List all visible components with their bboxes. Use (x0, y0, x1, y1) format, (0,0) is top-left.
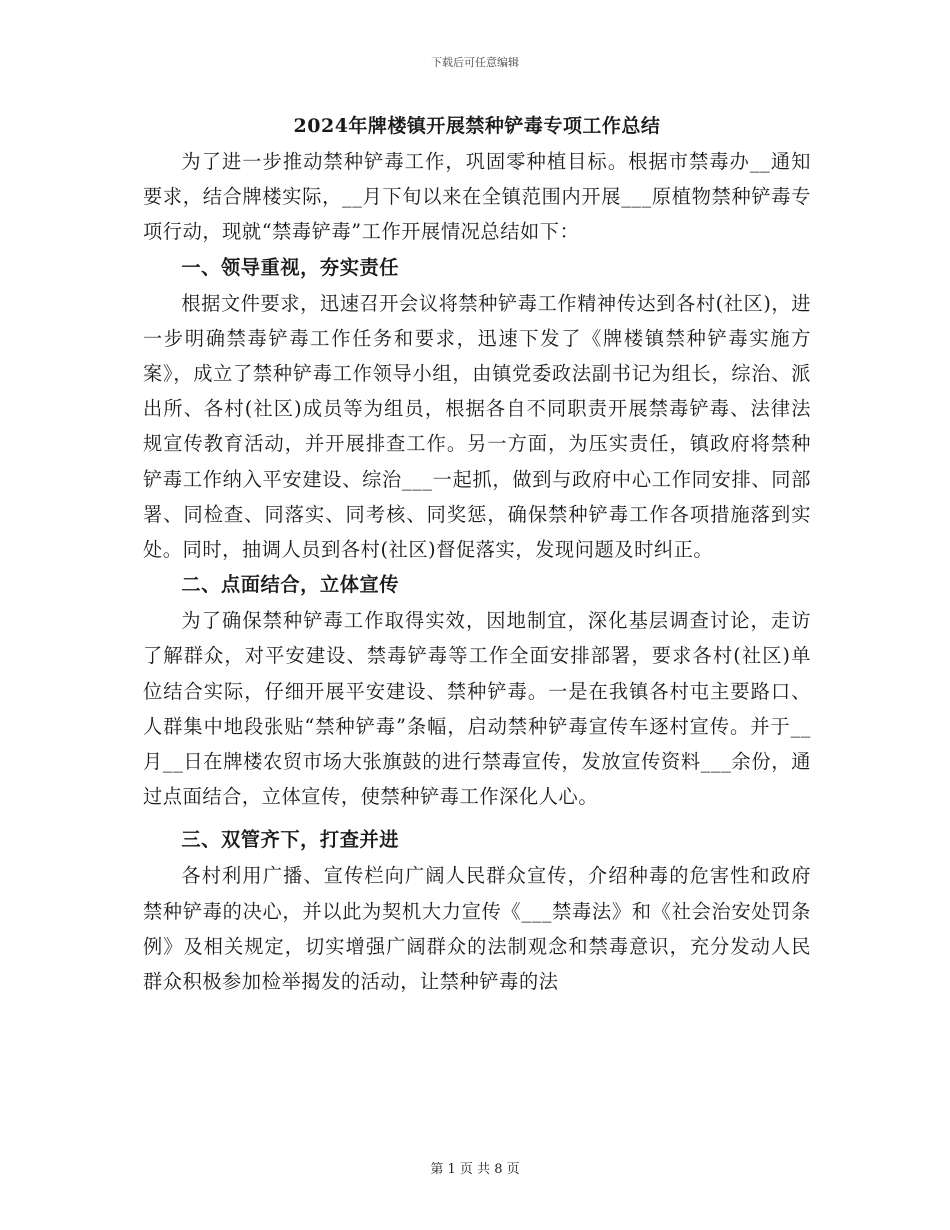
section-3-heading: 三、双管齐下，打查并进 (181, 828, 400, 852)
section-1-heading: 一、领导重视，夯实责任 (181, 255, 400, 279)
document-body (143, 108, 811, 999)
intro-paragraph: 为了进一步推动禁种铲毒工作，巩固零种植目标。根据市禁毒办__通知要求，结合牌楼实际，__月下旬以来在全镇范围内开展___原植物禁种铲毒专项行动，现就“禁毒铲毒”工作开展情况总结如下： (143, 150, 811, 244)
section-gap (143, 814, 811, 822)
section-1-body: 根据文件要求，迅速召开会议将禁种铲毒工作精神传达到各村(社区)，进一步明确禁毒铲毒工作任务和要求，迅速下发了《牌楼镇禁种铲毒实施方案》，成立了禁种铲毒工作领导小组，由镇党委政法副书记为组长，综治、派出所、各村(社区)成员等为组员，根据各自不同职责开展禁毒铲毒、法律法规宣传教育活动，并开展排查工作。另一方面，为压实责任，镇政府将禁种铲毒工作纳入平安建设、综治___一起抓，做到与政府中心工作同安排、同部署、同检查、同落实、同考核、同奖惩，确保禁种铲毒工作各项措施落到实处。同时，抽调人员到各村(社区)督促落实，发现问题及时纠正。 (143, 291, 811, 562)
header-note: 下载后可任意编辑 (431, 56, 519, 69)
page-footer: 第 1 页 共 8 页 (430, 1162, 520, 1177)
section-2-body: 为了确保禁种铲毒工作取得实效，因地制宜，深化基层调查讨论，走访了解群众，对平安建设、禁毒铲毒等工作全面安排部署，要求各村(社区)单位结合实际，仔细开展平安建设、禁种铲毒。一是在我镇各村屯主要路口、人群集中地段张贴“禁种铲毒”条幅，启动禁种铲毒宣传车逐村宣传。并于__月__日在牌楼农贸市场大张旗鼓的进行禁毒宣传，发放宣传资料___余份，通过点面结合，立体宣传，使禁种铲毒工作深化人心。 (143, 609, 811, 809)
section-3-body: 各村利用广播、宣传栏向广阔人民群众宣传，介绍种毒的危害性和政府禁种铲毒的决心，并以此为契机大力宣传《___禁毒法》和《社会治安处罚条例》及相关规定，切实增强广阔群众的法制观念和禁毒意识，充分发动人民群众积极参加检举揭发的活动，让禁种铲毒的法 (143, 864, 811, 994)
section-2-heading: 二、点面结合，立体宣传 (181, 573, 400, 597)
document-title: 2024年牌楼镇开展禁种铲毒专项工作总结 (293, 115, 661, 137)
